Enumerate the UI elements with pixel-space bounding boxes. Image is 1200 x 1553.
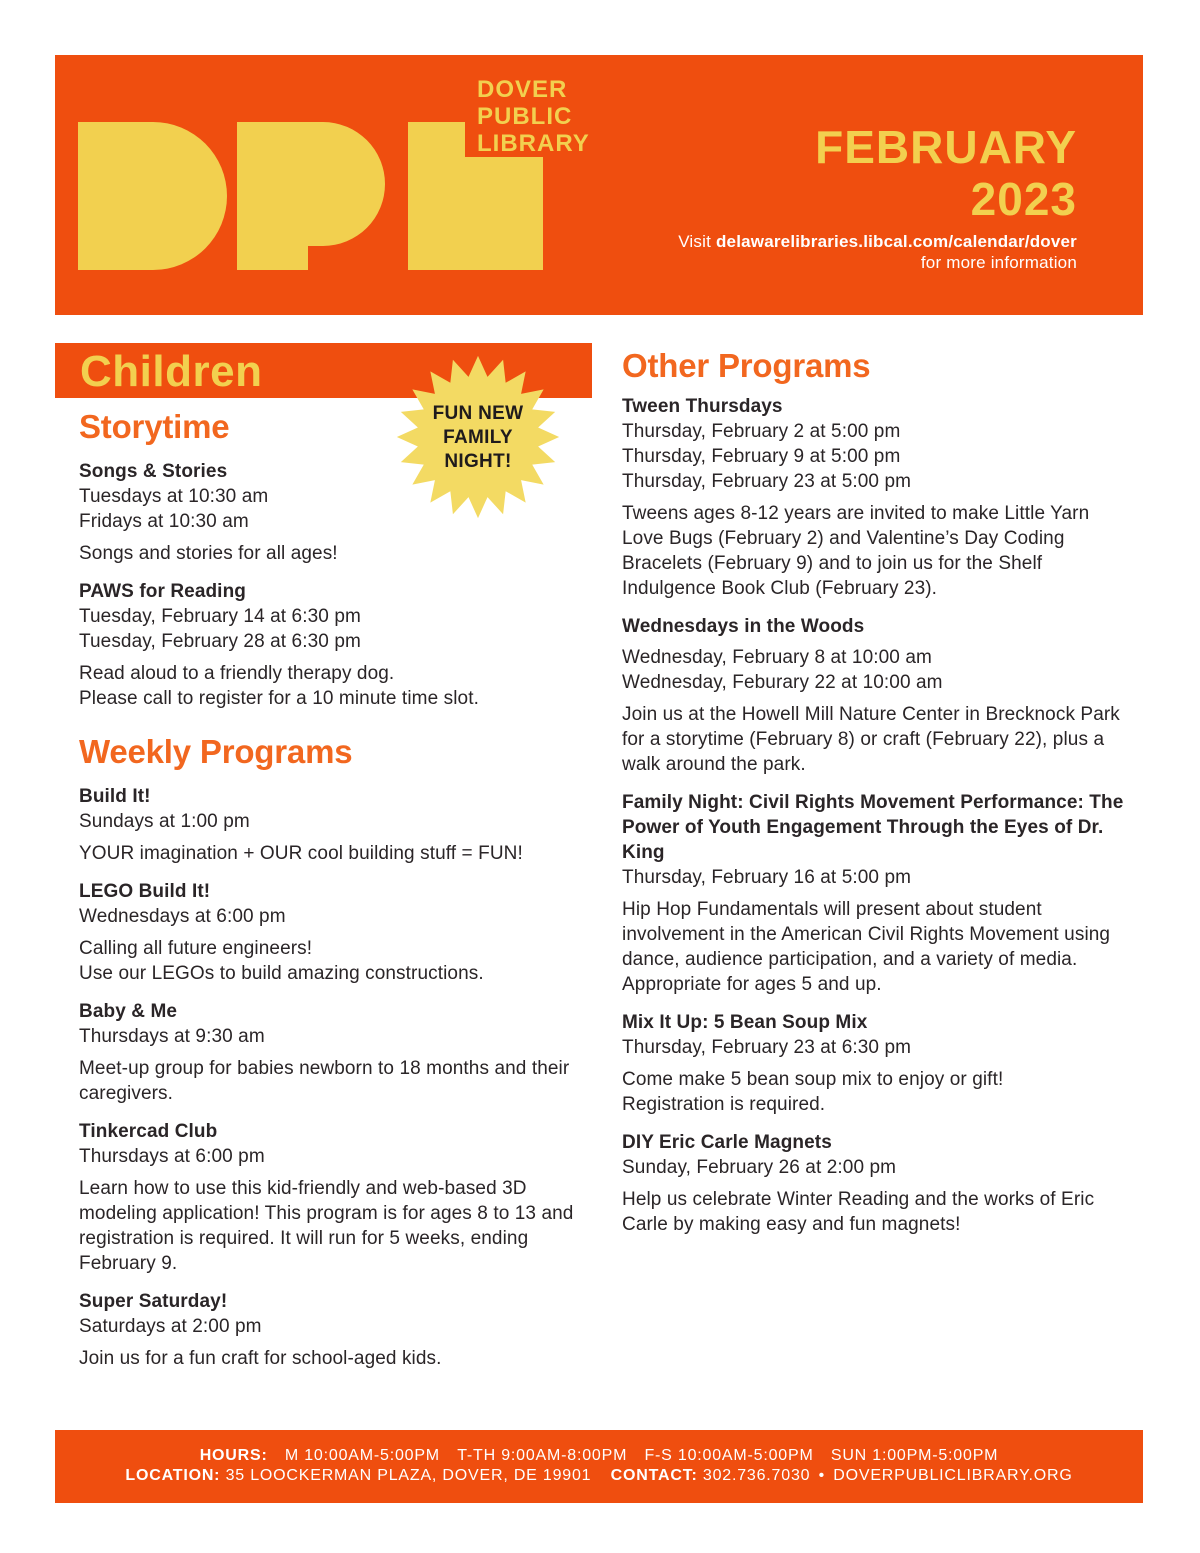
program-schedule: Sundays at 1:00 pm (79, 811, 250, 832)
program-description: Meet-up group for babies newborn to 18 months and their caregivers. (79, 1058, 570, 1104)
program-title: Songs & Stories (79, 461, 228, 482)
program-title: Tween Thursdays (622, 396, 783, 417)
program-item-eric-carle-magnets (622, 1130, 1135, 1237)
program-item-wednesdays-woods (622, 614, 1135, 777)
hours-segment: SUN 1:00PM-5:00PM (830, 1447, 999, 1464)
program-schedule: Thursday, February 9 at 5:00 pm (622, 446, 901, 467)
dot-separator-icon: • (818, 1467, 826, 1484)
location-value: 35 LOOCKERMAN PLAZA, DOVER, DE 19901 (225, 1467, 592, 1484)
contact-label: CONTACT: (610, 1467, 698, 1484)
heading-weekly-programs: Weekly Programs (79, 733, 353, 770)
children-column (79, 408, 579, 1384)
program-title: PAWS for Reading (79, 581, 246, 602)
program-item-tinkercad-club (79, 1119, 579, 1276)
program-schedule: Thursdays at 9:30 am (79, 1026, 265, 1047)
program-description: Hip Hop Fundamentals will present about student involvement in the American Civil Rights Movement using dance, audience participation, and a variety of media. Appropriate for ages 5 and up. (622, 899, 1111, 995)
heading-storytime: Storytime (79, 408, 230, 445)
issue-year: 2023 (970, 173, 1077, 225)
program-schedule: Sunday, February 26 at 2:00 pm (622, 1157, 897, 1178)
program-schedule: Fridays at 10:30 am (79, 511, 249, 532)
footer-hours (55, 1446, 1143, 1466)
hours-segment: M 10:00AM-5:00PM (284, 1447, 440, 1464)
program-schedule: Saturdays at 2:00 pm (79, 1316, 262, 1337)
library-name (477, 76, 590, 157)
program-title: DIY Eric Carle Magnets (622, 1132, 832, 1153)
badge-line: FUN NEW (432, 403, 524, 424)
location-label: LOCATION: (125, 1467, 221, 1484)
program-description: Join us for a fun craft for school-aged kids. (79, 1348, 442, 1369)
footer-location-contact (55, 1466, 1143, 1486)
hours-segment: F-S 10:00AM-5:00PM (644, 1447, 814, 1464)
visit-prefix: Visit (678, 232, 712, 251)
program-schedule: Tuesdays at 10:30 am (79, 486, 269, 507)
header-banner (55, 55, 1143, 315)
program-description: Come make 5 bean soup mix to enjoy or gift! Registration is required. (622, 1069, 1004, 1115)
contact-website: DOVERPUBLICLIBRARY.ORG (833, 1467, 1073, 1484)
program-item-family-night (622, 790, 1135, 997)
program-title: Tinkercad Club (79, 1121, 218, 1142)
program-title: Wednesdays in the Woods (622, 616, 865, 637)
hours-segment: T-TH 9:00AM-8:00PM (457, 1447, 628, 1464)
program-title: LEGO Build It! (79, 881, 211, 902)
program-description: YOUR imagination + OUR cool building stuff = FUN! (79, 843, 523, 864)
program-item-lego-build-it (79, 879, 579, 986)
program-item-paws-reading (79, 579, 579, 711)
program-title: Super Saturday! (79, 1291, 228, 1312)
program-description: Calling all future engineers! Use our LEGOs to build amazing constructions. (79, 938, 484, 984)
badge-text (395, 354, 561, 520)
family-night-badge (395, 354, 561, 520)
program-description: Tweens ages 8-12 years are invited to make Little Yarn Love Bugs (February 2) and Valentine’s Day Coding Bracelets (February 9) and to join us for the Shelf Indulgence Book Club (February 23). (622, 503, 1090, 599)
program-schedule: Wednesday, February 8 at 10:00 am (622, 647, 932, 668)
program-schedule: Thursday, February 23 at 6:30 pm (622, 1037, 912, 1058)
issue-date (815, 121, 1077, 225)
visit-url[interactable]: delawarelibraries.libcal.com/calendar/dover (715, 232, 1077, 251)
program-description: Help us celebrate Winter Reading and the works of Eric Carle by making easy and fun magnets! (622, 1189, 1095, 1235)
program-schedule: Thursday, February 2 at 5:00 pm (622, 421, 901, 442)
program-item-baby-and-me (79, 999, 579, 1106)
visit-info (678, 231, 1077, 273)
section-title-children: Children (80, 347, 263, 396)
program-schedule: Thursday, February 23 at 5:00 pm (622, 471, 912, 492)
program-schedule: Thursday, February 16 at 5:00 pm (622, 867, 912, 888)
program-title: Mix It Up: 5 Bean Soup Mix (622, 1012, 868, 1033)
library-name-line: PUBLIC (477, 103, 573, 130)
program-item-mix-it-up (622, 1010, 1135, 1117)
visit-more: for more information (920, 253, 1077, 272)
badge-line: NIGHT! (444, 451, 512, 472)
program-schedule: Wednesdays at 6:00 pm (79, 906, 286, 927)
program-item-super-saturday (79, 1289, 579, 1371)
program-title: Baby & Me (79, 1001, 178, 1022)
library-name-line: LIBRARY (477, 130, 590, 157)
badge-line: FAMILY (443, 427, 513, 448)
program-title: Family Night: Civil Rights Movement Performance: The Power of Youth Engagement Through the Eyes of Dr. King (622, 792, 1124, 863)
dpl-logo-icon (78, 122, 543, 270)
contact-phone: 302.736.7030 (702, 1467, 811, 1484)
program-item-build-it (79, 784, 579, 866)
program-description: Learn how to use this kid-friendly and web-based 3D modeling application! This program is for ages 8 to 13 and registration is required. It will run for 5 weeks, ending February 9. (79, 1178, 574, 1274)
heading-other-programs: Other Programs (622, 347, 871, 384)
footer-banner (55, 1430, 1143, 1503)
program-item-tween-thursdays (622, 394, 1135, 601)
program-schedule: Thursdays at 6:00 pm (79, 1146, 265, 1167)
issue-month: FEBRUARY (815, 121, 1077, 173)
hours-label: HOURS: (199, 1447, 268, 1464)
program-description: Songs and stories for all ages! (79, 543, 338, 564)
program-description: Read aloud to a friendly therapy dog. Please call to register for a 10 minute time slot. (79, 663, 479, 709)
program-schedule: Tuesday, February 28 at 6:30 pm (79, 631, 361, 652)
program-schedule: Wednesday, Feburary 22 at 10:00 am (622, 672, 943, 693)
other-programs-column (622, 347, 1135, 1250)
library-name-line: DOVER (477, 76, 568, 103)
program-schedule: Tuesday, February 14 at 6:30 pm (79, 606, 361, 627)
program-description: Join us at the Howell Mill Nature Center in Brecknock Park for a storytime (February 8) or craft (February 22), plus a walk around the park. (622, 704, 1120, 775)
program-title: Build It! (79, 786, 151, 807)
